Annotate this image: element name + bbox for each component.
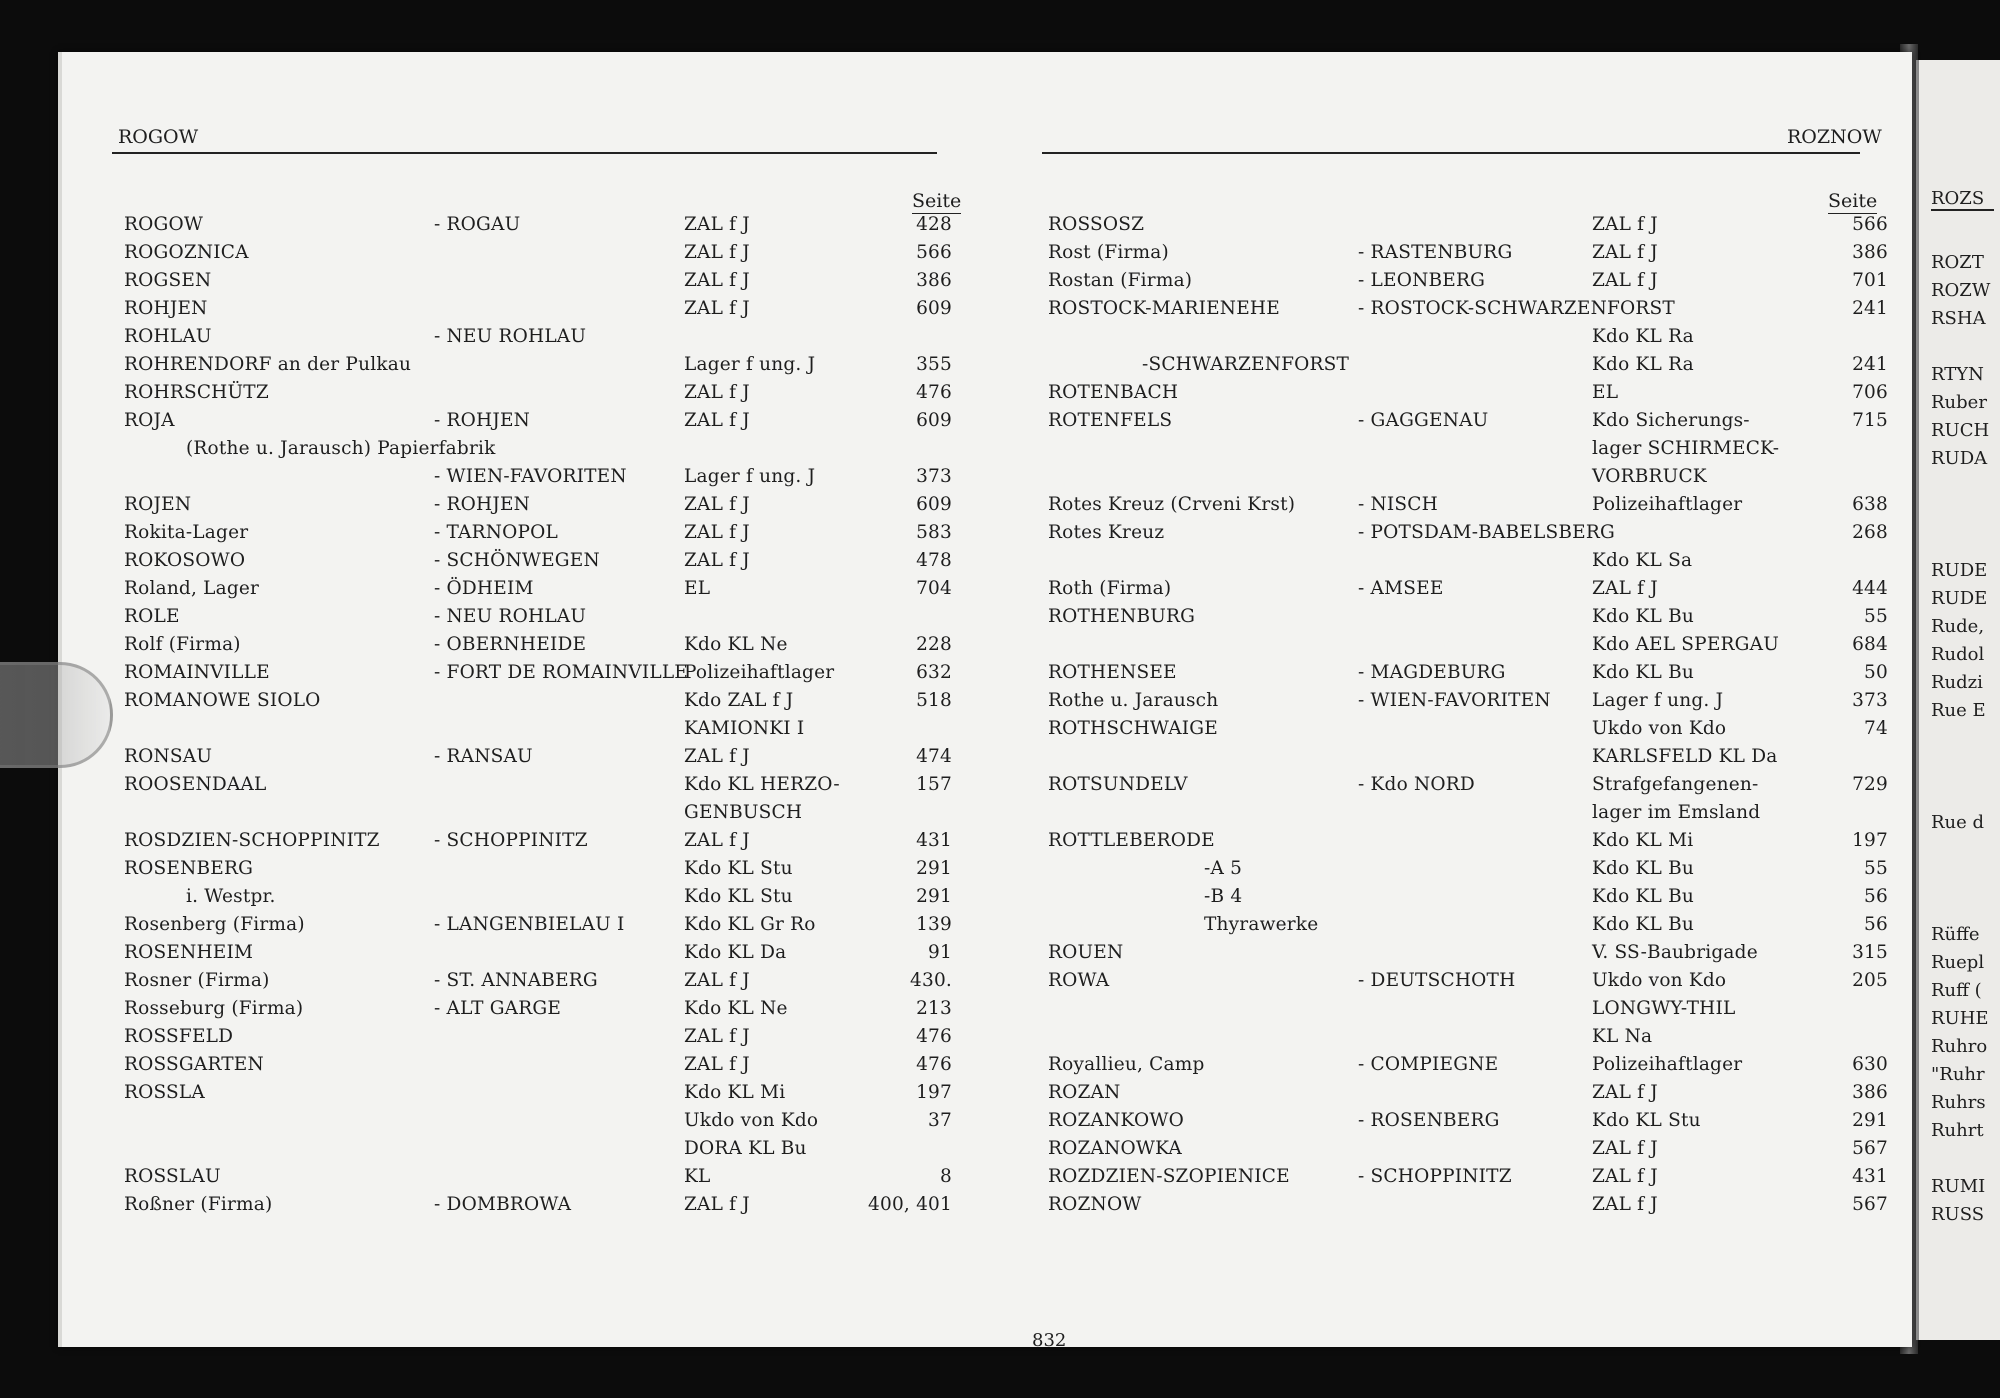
- right-entry-type-25: Kdo KL Bu: [1592, 914, 1694, 935]
- left-entry-name-25: Rosenberg (Firma): [124, 914, 305, 935]
- right-entry-page-22: 197: [1852, 830, 1888, 851]
- left-entry-place-28: - ALT GARGE: [434, 998, 562, 1019]
- left-entry-page-0: 428: [916, 214, 952, 235]
- right-entry-page-34: 431: [1852, 1166, 1888, 1187]
- left-entry-name-15: Rolf (Firma): [124, 634, 241, 655]
- right-entry-page-17: 373: [1852, 690, 1888, 711]
- right-entry-type-4: Kdo KL Ra: [1592, 326, 1694, 347]
- right-entry-page-16: 50: [1864, 662, 1888, 683]
- right-entry-name-22: ROTTLEBERODE: [1048, 830, 1215, 851]
- right-entry-name-11: Rotes Kreuz: [1048, 522, 1165, 543]
- right-entry-type-0: ZAL f J: [1592, 214, 1658, 235]
- right-entry-type-8: lager SCHIRMECK-: [1592, 438, 1780, 459]
- left-entry-place-0: - ROGAU: [434, 214, 521, 235]
- left-entry-type-3: ZAL f J: [684, 298, 750, 319]
- left-entry-page-27: 430.: [910, 970, 952, 991]
- right-entry-page-6: 706: [1852, 382, 1888, 403]
- right-entry-name-6: ROTENBACH: [1048, 382, 1179, 403]
- right-header-rule: [1042, 152, 1860, 154]
- right-entry-place-20: - Kdo NORD: [1358, 774, 1475, 795]
- right-running-header: ROZNOW: [1787, 126, 1882, 148]
- left-entry-type-12: ZAL f J: [684, 550, 750, 571]
- next-page-entry-17: Ruff (: [1931, 980, 1982, 1001]
- left-entry-name-19: RONSAU: [124, 746, 213, 767]
- right-entry-name-1: Rost (Firma): [1048, 242, 1169, 263]
- right-entry-name-5: -SCHWARZENFORST: [1142, 354, 1350, 375]
- right-entry-name-25: Thyrawerke: [1204, 914, 1319, 935]
- left-entry-page-29: 476: [916, 1026, 952, 1047]
- next-page-entry-14: Rue d: [1931, 812, 1985, 833]
- left-entry-type-10: ZAL f J: [684, 494, 750, 515]
- left-entry-type-19: ZAL f J: [684, 746, 750, 767]
- left-entry-page-30: 476: [916, 1054, 952, 1075]
- left-entry-name-11: Rokita-Lager: [124, 522, 249, 543]
- right-entry-type-12: Kdo KL Sa: [1592, 550, 1693, 571]
- left-entry-type-35: ZAL f J: [684, 1194, 750, 1215]
- next-page-entry-21: Ruhrs: [1931, 1092, 1986, 1113]
- left-entry-type-34: KL: [684, 1166, 711, 1187]
- next-page-entry-13: Rue E: [1931, 700, 1986, 721]
- right-entry-place-30: - COMPIEGNE: [1358, 1054, 1499, 1075]
- left-entry-type-23: Kdo KL Stu: [684, 858, 793, 879]
- right-entry-page-25: 56: [1864, 914, 1888, 935]
- left-entry-name-1: ROGOZNICA: [124, 242, 249, 263]
- left-entry-type-9: Lager f ung. J: [684, 466, 816, 487]
- left-entry-page-2: 386: [916, 270, 952, 291]
- next-page-entry-16: Ruepl: [1931, 952, 1985, 973]
- right-entry-type-7: Kdo Sicherungs-: [1592, 410, 1750, 431]
- right-entry-type-17: Lager f ung. J: [1592, 690, 1724, 711]
- left-entry-type-24: Kdo KL Stu: [684, 886, 793, 907]
- right-entry-type-32: Kdo KL Stu: [1592, 1110, 1701, 1131]
- left-entry-name-29: ROSSFELD: [124, 1026, 234, 1047]
- left-entry-place-35: - DOMBROWA: [434, 1194, 572, 1215]
- next-page-entry-7: RUDA: [1931, 448, 1988, 469]
- right-entry-page-10: 638: [1852, 494, 1888, 515]
- left-entry-page-7: 609: [916, 410, 952, 431]
- right-entry-type-2: ZAL f J: [1592, 270, 1658, 291]
- right-entry-page-20: 729: [1852, 774, 1888, 795]
- left-entry-place-15: - OBERNHEIDE: [434, 634, 587, 655]
- next-page-entry-20: "Ruhr: [1931, 1064, 1985, 1085]
- right-entry-place-13: - AMSEE: [1358, 578, 1444, 599]
- left-entry-name-4: ROHLAU: [124, 326, 212, 347]
- left-entry-type-30: ZAL f J: [684, 1054, 750, 1075]
- left-entry-page-10: 609: [916, 494, 952, 515]
- left-entry-place-16: - FORT DE ROMAINVILLE: [434, 662, 689, 683]
- right-entry-page-15: 684: [1852, 634, 1888, 655]
- next-page-entry-19: Ruhro: [1931, 1036, 1988, 1057]
- right-entry-page-2: 701: [1852, 270, 1888, 291]
- right-entry-name-23: -A 5: [1204, 858, 1243, 879]
- left-entry-name-2: ROGSEN: [124, 270, 212, 291]
- right-entry-type-9: VORBRUCK: [1592, 466, 1707, 487]
- left-entry-page-23: 291: [916, 858, 952, 879]
- right-entry-type-1: ZAL f J: [1592, 242, 1658, 263]
- left-entry-page-11: 583: [916, 522, 952, 543]
- next-page-entry-24: RUSS: [1931, 1204, 1985, 1225]
- next-page-entry-9: RUDE: [1931, 588, 1988, 609]
- right-entry-page-14: 55: [1864, 606, 1888, 627]
- right-entry-type-18: Ukdo von Kdo: [1592, 718, 1727, 739]
- left-entry-place-22: - SCHOPPINITZ: [434, 830, 588, 851]
- book-spread-page: [58, 52, 1912, 1347]
- right-entry-name-33: ROZANOWKA: [1048, 1138, 1182, 1159]
- right-entry-name-16: ROTHENSEE: [1048, 662, 1177, 683]
- right-entry-page-13: 444: [1852, 578, 1888, 599]
- right-entry-name-24: -B 4: [1204, 886, 1243, 907]
- left-entry-place-10: - ROHJEN: [434, 494, 531, 515]
- left-entry-place-14: - NEU ROHLAU: [434, 606, 587, 627]
- left-entry-name-20: ROOSENDAAL: [124, 774, 267, 795]
- left-entry-type-13: EL: [684, 578, 711, 599]
- right-entry-place-11: - POTSDAM-BABELSBERG: [1358, 522, 1615, 543]
- left-entry-name-14: ROLE: [124, 606, 180, 627]
- left-entry-type-6: ZAL f J: [684, 382, 750, 403]
- left-entry-page-26: 91: [928, 942, 952, 963]
- right-entry-name-2: Rostan (Firma): [1048, 270, 1193, 291]
- left-entry-name-12: ROKOSOWO: [124, 550, 246, 571]
- right-entry-type-26: V. SS-Baubrigade: [1592, 942, 1758, 963]
- right-entry-type-33: ZAL f J: [1592, 1138, 1658, 1159]
- right-entry-place-32: - ROSENBERG: [1358, 1110, 1500, 1131]
- right-entry-name-10: Rotes Kreuz (Crveni Krst): [1048, 494, 1296, 515]
- right-entry-type-21: lager im Emsland: [1592, 802, 1761, 823]
- right-entry-page-5: 241: [1852, 354, 1888, 375]
- right-entry-page-35: 567: [1852, 1194, 1888, 1215]
- left-entry-page-16: 632: [916, 662, 952, 683]
- left-entry-name-8: (Rothe u. Jarausch) Papierfabrik: [186, 438, 496, 459]
- left-entry-page-24: 291: [916, 886, 952, 907]
- right-entry-type-10: Polizeihaftlager: [1592, 494, 1743, 515]
- left-entry-place-11: - TARNOPOL: [434, 522, 559, 543]
- left-entry-page-3: 609: [916, 298, 952, 319]
- next-page-entry-5: Ruber: [1931, 392, 1987, 413]
- left-entry-type-22: ZAL f J: [684, 830, 750, 851]
- left-entry-place-4: - NEU ROHLAU: [434, 326, 587, 347]
- left-entry-type-29: ZAL f J: [684, 1026, 750, 1047]
- left-entry-place-12: - SCHÖNWEGEN: [434, 550, 600, 571]
- right-entry-place-16: - MAGDEBURG: [1358, 662, 1506, 683]
- left-entry-name-30: ROSSGARTEN: [124, 1054, 264, 1075]
- right-entry-name-30: Royallieu, Camp: [1048, 1054, 1205, 1075]
- right-entry-type-16: Kdo KL Bu: [1592, 662, 1694, 683]
- left-entry-name-31: ROSSLA: [124, 1082, 205, 1103]
- left-entry-page-13: 704: [916, 578, 952, 599]
- left-entry-place-27: - ST. ANNABERG: [434, 970, 598, 991]
- left-entry-name-5: ROHRENDORF an der Pulkau: [124, 354, 412, 375]
- left-entry-name-17: ROMANOWE SIOLO: [124, 690, 321, 711]
- right-entry-type-27: Ukdo von Kdo: [1592, 970, 1727, 991]
- left-entry-page-25: 139: [916, 914, 952, 935]
- right-entry-page-26: 315: [1852, 942, 1888, 963]
- left-entry-type-0: ZAL f J: [684, 214, 750, 235]
- left-entry-type-15: Kdo KL Ne: [684, 634, 788, 655]
- right-entry-page-11: 268: [1852, 522, 1888, 543]
- right-entry-page-7: 715: [1852, 410, 1888, 431]
- right-entry-type-29: KL Na: [1592, 1026, 1653, 1047]
- left-entry-page-17: 518: [916, 690, 952, 711]
- next-page-entry-6: RUCH: [1931, 420, 1990, 441]
- right-entry-place-34: - SCHOPPINITZ: [1358, 1166, 1512, 1187]
- right-entry-name-32: ROZANKOWO: [1048, 1110, 1184, 1131]
- right-entry-place-1: - RASTENBURG: [1358, 242, 1513, 263]
- right-entry-name-35: ROZNOW: [1048, 1194, 1142, 1215]
- left-entry-type-5: Lager f ung. J: [684, 354, 816, 375]
- left-entry-name-7: ROJA: [124, 410, 175, 431]
- left-entry-place-7: - ROHJEN: [434, 410, 531, 431]
- next-page-entry-4: RTYN: [1931, 364, 1984, 385]
- right-entry-page-0: 566: [1852, 214, 1888, 235]
- left-entry-page-1: 566: [916, 242, 952, 263]
- left-entry-page-35: 400, 401: [868, 1194, 952, 1215]
- left-entry-name-34: ROSSLAU: [124, 1166, 221, 1187]
- right-entry-type-5: Kdo KL Ra: [1592, 354, 1694, 375]
- right-entry-type-13: ZAL f J: [1592, 578, 1658, 599]
- left-running-header: ROGOW: [118, 126, 199, 148]
- left-entry-page-15: 228: [916, 634, 952, 655]
- next-page-entry-18: RUHE: [1931, 1008, 1989, 1029]
- right-entry-type-31: ZAL f J: [1592, 1082, 1658, 1103]
- right-entry-page-32: 291: [1852, 1110, 1888, 1131]
- left-entry-page-31: 197: [916, 1082, 952, 1103]
- left-entry-place-25: - LANGENBIELAU I: [434, 914, 625, 935]
- right-entry-type-34: ZAL f J: [1592, 1166, 1658, 1187]
- right-entry-type-14: Kdo KL Bu: [1592, 606, 1694, 627]
- next-page-entry-23: RUMI: [1931, 1176, 1986, 1197]
- left-entry-page-32: 37: [928, 1110, 952, 1131]
- left-entry-place-9: - WIEN-FAVORITEN: [434, 466, 627, 487]
- right-entry-page-33: 567: [1852, 1138, 1888, 1159]
- left-entry-type-1: ZAL f J: [684, 242, 750, 263]
- page-number: 832: [1032, 1330, 1067, 1347]
- right-entry-type-20: Strafgefangenen-: [1592, 774, 1759, 795]
- right-entry-type-28: LONGWY-THIL: [1592, 998, 1736, 1019]
- left-entry-page-28: 213: [916, 998, 952, 1019]
- right-entry-place-27: - DEUTSCHOTH: [1358, 970, 1516, 991]
- left-entry-type-33: DORA KL Bu: [684, 1138, 807, 1159]
- right-entry-type-19: KARLSFELD KL Da: [1592, 746, 1778, 767]
- next-page-entry-22: Ruhrt: [1931, 1120, 1984, 1141]
- next-page-edge: [1916, 60, 2000, 1340]
- right-entry-type-35: ZAL f J: [1592, 1194, 1658, 1215]
- left-entry-type-16: Polizeihaftlager: [684, 662, 835, 683]
- right-entry-name-14: ROTHENBURG: [1048, 606, 1196, 627]
- next-page-entry-8: RUDE: [1931, 560, 1988, 581]
- left-entry-name-3: ROHJEN: [124, 298, 208, 319]
- right-entry-name-26: ROUEN: [1048, 942, 1124, 963]
- left-entry-type-18: KAMIONKI I: [684, 718, 805, 739]
- left-entry-page-5: 355: [916, 354, 952, 375]
- right-entry-page-3: 241: [1852, 298, 1888, 319]
- right-entry-page-31: 386: [1852, 1082, 1888, 1103]
- left-entry-name-23: ROSENBERG: [124, 858, 254, 879]
- left-entry-type-20: Kdo KL HERZO-: [684, 774, 840, 795]
- right-entry-name-3: ROSTOCK-MARIENEHE: [1048, 298, 1280, 319]
- right-entry-type-24: Kdo KL Bu: [1592, 886, 1694, 907]
- right-entry-name-18: ROTHSCHWAIGE: [1048, 718, 1218, 739]
- right-entry-place-2: - LEONBERG: [1358, 270, 1486, 291]
- left-entry-name-6: ROHRSCHÜTZ: [124, 382, 269, 403]
- left-entry-place-19: - RANSAU: [434, 746, 533, 767]
- right-entry-type-30: Polizeihaftlager: [1592, 1054, 1743, 1075]
- right-entry-name-31: ROZAN: [1048, 1082, 1121, 1103]
- next-page-entry-11: Rudol: [1931, 644, 1985, 665]
- left-entry-name-26: ROSENHEIM: [124, 942, 254, 963]
- right-entry-name-20: ROTSUNDELV: [1048, 774, 1188, 795]
- next-page-entry-12: Rudzi: [1931, 672, 1983, 693]
- left-entry-name-16: ROMAINVILLE: [124, 662, 270, 683]
- left-entry-name-28: Rosseburg (Firma): [124, 998, 304, 1019]
- right-entry-page-30: 630: [1852, 1054, 1888, 1075]
- right-entry-type-22: Kdo KL Mi: [1592, 830, 1694, 851]
- right-entry-name-7: ROTENFELS: [1048, 410, 1173, 431]
- left-entry-type-31: Kdo KL Mi: [684, 1082, 786, 1103]
- left-entry-name-13: Roland, Lager: [124, 578, 260, 599]
- next-page-entry-10: Rude,: [1931, 616, 1985, 637]
- next-page-entry-3: RSHA: [1931, 308, 1986, 329]
- right-entry-type-15: Kdo AEL SPERGAU: [1592, 634, 1779, 655]
- page-clip-tab: [0, 662, 113, 768]
- left-entry-page-12: 478: [916, 550, 952, 571]
- left-entry-name-10: ROJEN: [124, 494, 192, 515]
- next-page-entry-15: Rüffe: [1931, 924, 1980, 945]
- left-header-rule: [112, 152, 937, 154]
- right-entry-name-34: ROZDZIEN-SZOPIENICE: [1048, 1166, 1290, 1187]
- right-entry-page-24: 56: [1864, 886, 1888, 907]
- left-entry-type-17: Kdo ZAL f J: [684, 690, 794, 711]
- right-entry-place-17: - WIEN-FAVORITEN: [1358, 690, 1551, 711]
- next-page-entry-1: ROZT: [1931, 252, 1984, 273]
- right-entry-place-7: - GAGGENAU: [1358, 410, 1489, 431]
- left-entry-name-27: Rosner (Firma): [124, 970, 270, 991]
- right-entry-page-27: 205: [1852, 970, 1888, 991]
- left-entry-type-21: GENBUSCH: [684, 802, 803, 823]
- right-entry-page-23: 55: [1864, 858, 1888, 879]
- right-entry-type-23: Kdo KL Bu: [1592, 858, 1694, 879]
- left-entry-type-28: Kdo KL Ne: [684, 998, 788, 1019]
- next-page-entry-2: ROZW: [1931, 280, 1991, 301]
- left-entry-type-2: ZAL f J: [684, 270, 750, 291]
- left-entry-page-6: 476: [916, 382, 952, 403]
- right-seite-label: Seite: [1828, 190, 1878, 212]
- left-entry-page-34: 8: [940, 1166, 952, 1187]
- left-entry-name-0: ROGOW: [124, 214, 204, 235]
- left-entry-page-22: 431: [916, 830, 952, 851]
- left-entry-type-26: Kdo KL Da: [684, 942, 787, 963]
- left-entry-place-13: - ÖDHEIM: [434, 578, 534, 599]
- left-entry-name-22: ROSDZIEN-SCHOPPINITZ: [124, 830, 380, 851]
- left-seite-label: Seite: [912, 190, 962, 212]
- next-page-header: ROZS: [1931, 188, 1994, 211]
- left-entry-type-25: Kdo KL Gr Ro: [684, 914, 816, 935]
- left-entry-name-24: i. Westpr.: [186, 886, 276, 907]
- right-entry-place-3: - ROSTOCK-SCHWARZENFORST: [1358, 298, 1675, 319]
- right-entry-name-13: Roth (Firma): [1048, 578, 1172, 599]
- left-entry-page-9: 373: [916, 466, 952, 487]
- left-entry-type-7: ZAL f J: [684, 410, 750, 431]
- right-entry-place-10: - NISCH: [1358, 494, 1438, 515]
- right-entry-page-18: 74: [1864, 718, 1888, 739]
- left-entry-page-19: 474: [916, 746, 952, 767]
- left-entry-page-20: 157: [916, 774, 952, 795]
- left-entry-type-11: ZAL f J: [684, 522, 750, 543]
- right-entry-name-27: ROWA: [1048, 970, 1110, 991]
- left-entry-type-27: ZAL f J: [684, 970, 750, 991]
- right-entry-name-0: ROSSOSZ: [1048, 214, 1145, 235]
- right-entry-type-6: EL: [1592, 382, 1619, 403]
- right-entry-name-17: Rothe u. Jarausch: [1048, 690, 1219, 711]
- left-entry-type-32: Ukdo von Kdo: [684, 1110, 819, 1131]
- right-entry-page-1: 386: [1852, 242, 1888, 263]
- left-entry-name-35: Roßner (Firma): [124, 1194, 273, 1215]
